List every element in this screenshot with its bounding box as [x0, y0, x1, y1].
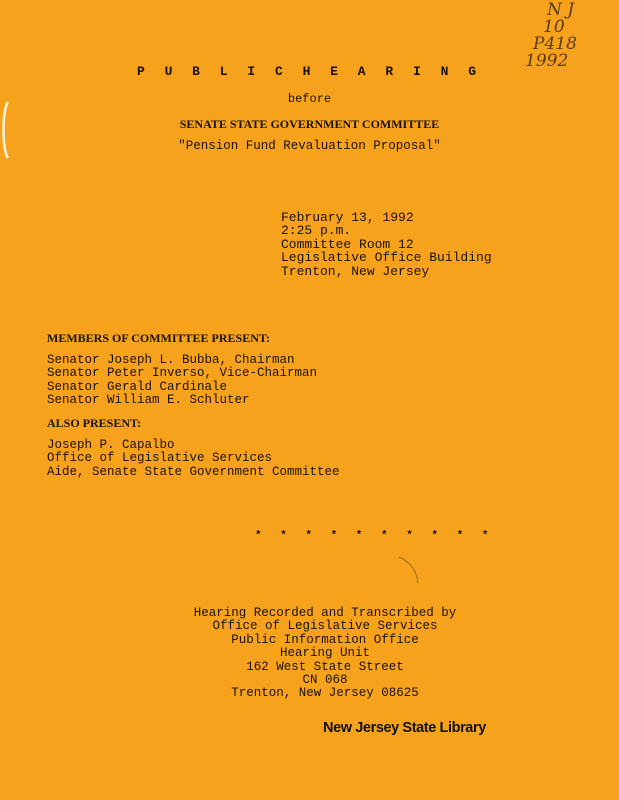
- member-item: Senator Gerald Cardinale: [47, 379, 228, 394]
- committee-name: SENATE STATE GOVERNMENT COMMITTEE: [179, 117, 440, 131]
- member-item: Senator Joseph L. Bubba, Chairman: [47, 353, 295, 367]
- handwritten-line: N J: [547, 0, 575, 20]
- handwritten-line: P418: [533, 34, 577, 54]
- pen-mark: [398, 555, 422, 585]
- before-label: before: [287, 92, 332, 106]
- transcription-info: [0, 607, 619, 701]
- handwritten-call-number: [525, 2, 585, 70]
- hearing-details: [281, 211, 492, 278]
- hearing-time: 2:25 p.m.: [281, 223, 352, 239]
- hearing-date: February 13, 1992: [281, 210, 414, 225]
- document-title: P U B L I C H E A R I N G: [136, 64, 483, 79]
- also-present-heading: ALSO PRESENT:: [47, 416, 142, 430]
- recorded-line: CN 068: [302, 673, 348, 688]
- handwritten-line: 1992: [525, 51, 569, 71]
- star-separator: * * * * * * * * * *: [255, 530, 495, 542]
- member-item: Senator William E. Schluter: [47, 393, 250, 408]
- library-stamp: New Jersey State Library: [323, 720, 486, 736]
- also-present-list: [47, 439, 340, 479]
- recorded-line: Office of Legislative Services: [212, 619, 438, 634]
- recorded-line: Public Information Office: [231, 632, 419, 647]
- recorded-line: Hearing Unit: [279, 646, 370, 661]
- hearing-building: Legislative Office Building: [281, 250, 492, 266]
- also-present-item: Office of Legislative Services: [47, 451, 273, 466]
- recorded-line: 162 West State Street: [246, 659, 404, 674]
- members-heading: MEMBERS OF COMMITTEE PRESENT:: [47, 331, 271, 345]
- hearing-room: Committee Room 12: [281, 236, 414, 252]
- member-item: Senator Peter Inverso, Vice-Chairman: [47, 366, 318, 381]
- also-present-item: Joseph P. Capalbo: [47, 438, 175, 452]
- recorded-line: Trenton, New Jersey 08625: [231, 686, 419, 701]
- handwritten-line: 10: [543, 17, 565, 37]
- members-list: [47, 354, 317, 408]
- hearing-city: Trenton, New Jersey: [281, 263, 430, 279]
- hearing-subject: "Pension Fund Revaluation Proposal": [178, 139, 441, 153]
- recorded-line: Hearing Recorded and Transcribed by: [193, 606, 457, 620]
- also-present-item: Aide, Senate State Government Committee: [47, 464, 340, 479]
